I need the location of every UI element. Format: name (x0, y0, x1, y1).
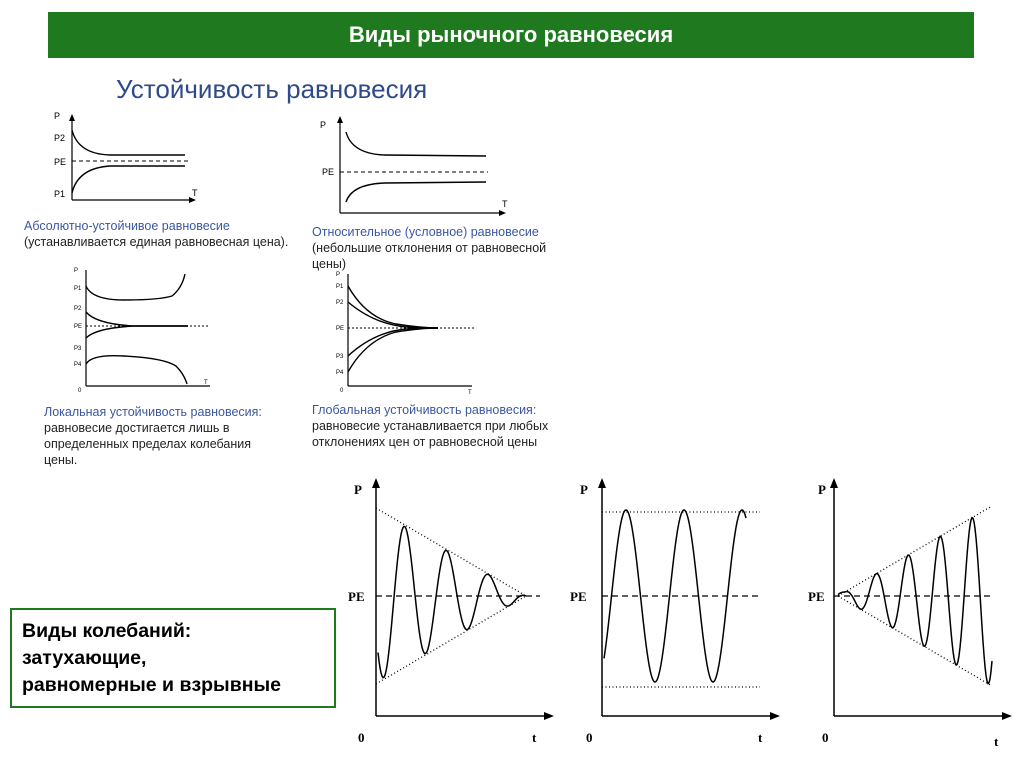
axis-label-t: t (994, 734, 999, 749)
label-p1: P1 (74, 286, 82, 292)
label-p3: P3 (336, 354, 344, 360)
label-p2: P2 (74, 306, 82, 312)
label-p4: P4 (74, 362, 82, 368)
explosive-oscillation-graph (798, 476, 1020, 756)
global-stability-graph (326, 270, 486, 398)
label-pe: PE (348, 589, 365, 604)
relative-caption-title: Относительное (условное) равновесие (312, 225, 539, 239)
local-stability-graph (64, 266, 224, 400)
callout-line-2: затухающие, (22, 647, 147, 669)
relative-equilibrium-graph (310, 110, 520, 220)
label-p1: P1 (336, 284, 344, 290)
label-p2: P2 (336, 300, 344, 306)
global-caption-title: Глобальная устойчивость равновесия: (312, 403, 537, 417)
absolute-caption-title: Абсолютно-устойчивое равновесие (24, 219, 230, 233)
damped-oscillation-graph (340, 476, 560, 756)
title-banner (48, 12, 974, 58)
label-pe: PE (54, 157, 67, 167)
origin-label: 0 (358, 730, 365, 745)
label-p4: P4 (336, 370, 344, 376)
axis-label-p: P (54, 111, 61, 121)
absolute-caption (24, 218, 294, 250)
origin-label: 0 (822, 730, 829, 745)
axis-label-t: T (204, 380, 208, 386)
origin-label: 0 (78, 388, 82, 394)
axis-label-t: T (502, 199, 508, 209)
uniform-oscillation-graph (566, 476, 786, 756)
label-pe: PE (74, 324, 83, 330)
global-caption-body: равновесие устанавливается при любых отклонениях цен от равновесной цены (312, 419, 549, 449)
global-caption (312, 402, 562, 450)
relative-caption-body: (небольшие отклонения от равновесной цены) (312, 241, 547, 271)
axis-label-t: T (192, 188, 198, 198)
callout-line-3: равномерные и взрывные (22, 674, 281, 696)
label-pe: PE (570, 589, 587, 604)
explosive-wave (838, 518, 992, 684)
label-p2: P2 (54, 133, 66, 143)
local-caption (44, 404, 284, 468)
axis-label-p: P (354, 482, 362, 497)
banner-title: Виды рыночного равновесия (348, 22, 674, 47)
callout-line-1: Виды колебаний: (22, 620, 192, 642)
label-pe: PE (336, 326, 345, 332)
damped-wave (378, 526, 526, 677)
local-caption-body: равновесие достигается лишь в определенных пределах колебания цены. (44, 421, 252, 467)
origin-label: 0 (586, 730, 593, 745)
label-p1: P1 (54, 189, 66, 199)
oscillation-types-callout (10, 608, 336, 708)
relative-caption (312, 224, 582, 272)
axis-label-t: t (758, 730, 763, 745)
origin-label: 0 (340, 388, 344, 394)
axis-label-t: t (532, 730, 537, 745)
axis-label-p: P (336, 272, 341, 278)
axis-label-p: P (580, 482, 588, 497)
axis-label-p: P (74, 268, 79, 274)
axis-label-t: T (468, 390, 472, 396)
label-p3: P3 (74, 346, 82, 352)
section-subtitle: Устойчивость равновесия (116, 74, 428, 104)
axis-label-p: P (320, 120, 327, 130)
axis-label-p: P (818, 482, 826, 497)
label-pe: PE (808, 589, 825, 604)
local-caption-title: Локальная устойчивость равновесия: (44, 405, 262, 419)
absolute-equilibrium-graph (50, 108, 210, 208)
label-pe: PE (322, 167, 335, 177)
absolute-caption-body: (устанавливается единая равновесная цена). (24, 235, 289, 249)
